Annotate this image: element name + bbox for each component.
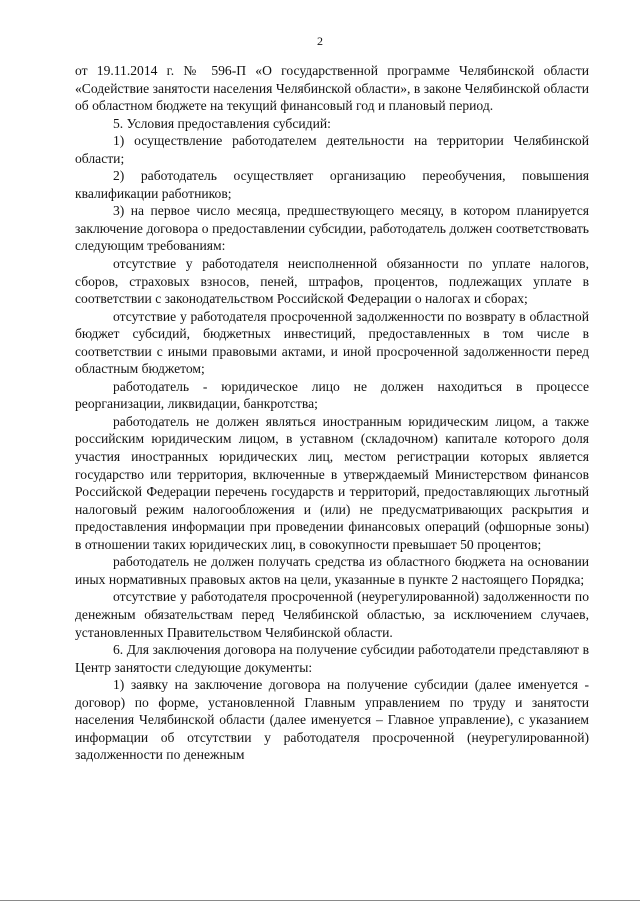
paragraph-condition-1: 1) осуществление работодателем деятельности на территории Челябинской области; xyxy=(75,133,589,166)
document-body xyxy=(75,62,589,764)
paragraph-condition-3: 3) на первое число месяца, предшествующего месяцу, в котором планируется заключение договора о предоставлении субсидии, работодатель должен соответствовать следующим требованиям: xyxy=(75,203,589,254)
paragraph-requirement-taxes: отсутствие у работодателя неисполненной обязанности по уплате налогов, сборов, страховых взносов, пеней, штрафов, процентов, подлежащих уплате в соответствии с законодательством Российской Федерации о налогах и сборах; xyxy=(75,256,589,307)
paragraph-continuation: от 19.11.2014 г. № 596-П «О государственной программе Челябинской области «Содействие занятости населения Челябинской области», в законе Челябинской области об областном бюджете на текущий финансовый год и плановый период. xyxy=(75,63,589,114)
paragraph-requirement-foreign-entity: работодатель не должен являться иностранным юридическим лицом, а также российским юридическим лицом, в уставном (складочном) капитале которого доля участия иностранных юридических лиц, местом регистрации которых является государство или территория, включенные в утверждаемый Министерством финансов Российской Федерации перечень государств и территорий, предоставляющих льготный налоговый режим налогообложения и (или) не предусматривающих раскрытия и предоставления информации при проведении финансовых операций (офшорные зоны) в отношении таких юридических лиц, в совокупности превышает 50 процентов; xyxy=(75,413,589,552)
paragraph-condition-2: 2) работодатель осуществляет организацию переобучения, повышения квалификации работников; xyxy=(75,168,589,201)
paragraph-requirement-other-funds: работодатель не должен получать средства из областного бюджета на основании иных нормативных правовых актов на цели, указанные в пункте 2 настоящего Порядка; xyxy=(75,554,589,587)
paragraph-requirement-budget-debt: отсутствие у работодателя просроченной задолженности по возврату в областной бюджет субсидий, бюджетных инвестиций, предоставленных в том числе в соответствии с иными правовыми актами, и иной просроченной задолженности перед областным бюджетом; xyxy=(75,308,589,377)
bottom-scan-line xyxy=(0,900,640,901)
paragraph-requirement-reorganization: работодатель - юридическое лицо не должен находиться в процессе реорганизации, ликвидации, банкротства; xyxy=(75,378,589,412)
page-number: 2 xyxy=(317,34,323,48)
paragraph-requirement-monetary-obligations: отсутствие у работодателя просроченной (неурегулированной) задолженности по денежным обязательствам перед Челябинской областью, за исключением случаев, установленных Правительством Челябинской области. xyxy=(75,589,589,640)
paragraph-section-5-heading: 5. Условия предоставления субсидий: xyxy=(113,115,331,131)
paragraph-section-6-heading: 6. Для заключения договора на получение субсидии работодатели представляют в Центр занятости следующие документы: xyxy=(75,642,589,675)
paragraph-document-1: 1) заявку на заключение договора на получение субсидии (далее именуется - договор) по форме, установленной Главным управлением по труду и занятости населения Челябинской области (далее именуется – Главное управление), с указанием информации об отсутствии у работодателя просроченной (неурегулированной) задолженности по денежным xyxy=(75,677,589,763)
